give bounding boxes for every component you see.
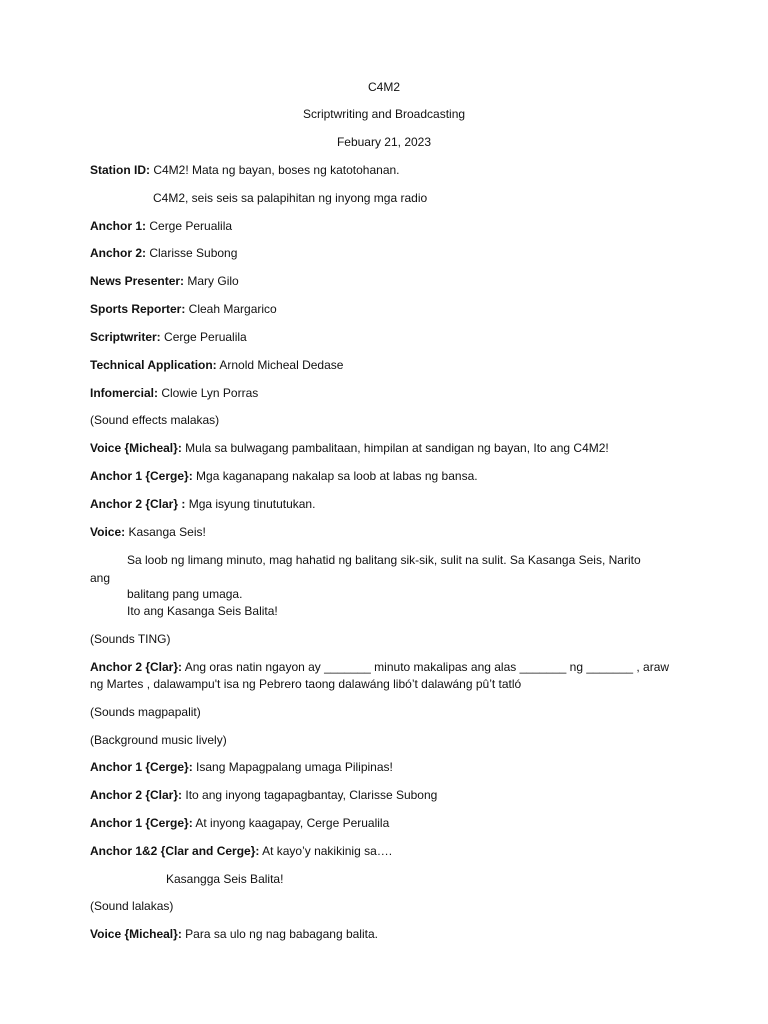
credit-label: Scriptwriter:: [90, 330, 161, 344]
credit-anchor-2: [90, 246, 237, 260]
script-line-anchor-1-intro: [90, 816, 389, 830]
speaker-label: Anchor 1&2 {Clar and Cerge}:: [90, 844, 260, 858]
credit-value: Cerge Perualila: [146, 219, 233, 233]
credit-value: Clowie Lyn Porras: [158, 386, 259, 400]
credit-sports-reporter: [90, 302, 277, 316]
document-title: C4M2: [367, 80, 400, 94]
script-line-anchor-1-greeting: [90, 760, 393, 774]
credit-value: Mary Gilo: [184, 274, 239, 288]
credit-infomercial: [90, 386, 258, 400]
speaker-label: Anchor 1 {Cerge}:: [90, 816, 193, 830]
script-line-anchor-2-intro: [90, 788, 437, 802]
credit-news-presenter: [90, 274, 239, 288]
script-line-voice-3: [90, 927, 378, 941]
sound-cue: (Sound effects malakas): [90, 413, 220, 427]
station-id-line-2: C4M2, seis seis sa palapihitan ng inyong mga radio: [153, 191, 428, 205]
station-id-text: C4M2! Mata ng bayan, boses ng katotohanan.: [150, 163, 400, 177]
speaker-label: Voice {Micheal}:: [90, 927, 182, 941]
script-line-anchors-both: [90, 844, 392, 858]
credit-label: Anchor 1:: [90, 219, 147, 233]
speaker-label: Anchor 2 {Clar} :: [90, 497, 186, 511]
credit-label: Technical Application:: [90, 358, 217, 372]
script-line-voice-2: [90, 525, 206, 539]
script-line-anchor-2: [90, 497, 315, 511]
speaker-label: Anchor 1 {Cerge}:: [90, 469, 193, 483]
speaker-text: Mga kaganapang nakalap sa loob at labas ng bansa.: [192, 469, 478, 483]
station-id-label: Station ID:: [90, 163, 150, 177]
speaker-text: Kasanga Seis!: [125, 525, 206, 539]
speaker-text: Mula sa bulwagang pambalitaan, himpilan at sandigan ng bayan, Ito ang C4M2!: [181, 441, 609, 455]
closing-line: Kasangga Seis Balita!: [166, 872, 284, 886]
paragraph-line: Sa loob ng limang minuto, mag hahatid ng balitang sik-sik, sulit na sulit. Sa Kasanga Seis, Narito: [127, 553, 641, 567]
speaker-text: Ito ang inyong tagapagbantay, Clarisse Subong: [182, 788, 438, 802]
credit-label: Infomercial:: [90, 386, 159, 400]
speaker-text: Ang oras natin ngayon ay _______ minuto makalipas ang alas _______ ng _______ , araw: [182, 660, 670, 674]
speaker-label: Anchor 2 {Clar}:: [90, 788, 183, 802]
script-line-voice: [90, 441, 609, 455]
credit-label: Sports Reporter:: [90, 302, 186, 316]
credit-scriptwriter: [90, 330, 247, 344]
sound-cue: (Sounds magpapalit): [90, 705, 201, 719]
credit-value: Cleah Margarico: [185, 302, 277, 316]
credit-label: News Presenter:: [90, 274, 185, 288]
script-line-anchor-2-time: [90, 660, 669, 674]
speaker-text: Para sa ulo ng nag babagang balita.: [181, 927, 378, 941]
speaker-text: Mga isyung tinututukan.: [185, 497, 316, 511]
speaker-label: Voice {Micheal}:: [90, 441, 182, 455]
script-line-continuation: ng Martes , dalawampu't isa ng Pebrero taong dalawáng libó’t dalawáng pû’t tatló: [90, 677, 522, 691]
speaker-label: Anchor 1 {Cerge}:: [90, 760, 193, 774]
paragraph-line: balitang pang umaga.: [127, 587, 243, 601]
speaker-label: Voice:: [90, 525, 126, 539]
speaker-text: At inyong kaagapay, Cerge Perualila: [192, 816, 390, 830]
paragraph-line: Ito ang Kasanga Seis Balita!: [127, 604, 278, 618]
sound-cue: (Background music lively): [90, 733, 227, 747]
document-date: Febuary 21, 2023: [336, 135, 432, 149]
credit-value: Arnold Micheal Dedase: [216, 358, 344, 372]
paragraph-line: ang: [90, 571, 111, 585]
document-subtitle: Scriptwriting and Broadcasting: [302, 107, 466, 121]
station-id-line: [90, 163, 400, 177]
credit-anchor-1: [90, 219, 232, 233]
sound-cue: (Sounds TING): [90, 632, 171, 646]
credit-technical-application: [90, 358, 343, 372]
credit-value: Clarisse Subong: [146, 246, 238, 260]
credit-label: Anchor 2:: [90, 246, 147, 260]
sound-cue: (Sound lalakas): [90, 899, 174, 913]
speaker-text: At kayo’y nakikinig sa….: [259, 844, 393, 858]
credit-value: Cerge Perualila: [160, 330, 247, 344]
script-line-anchor-1: [90, 469, 478, 483]
speaker-label: Anchor 2 {Clar}:: [90, 660, 183, 674]
speaker-text: Isang Mapagpalang umaga Pilipinas!: [192, 760, 393, 774]
